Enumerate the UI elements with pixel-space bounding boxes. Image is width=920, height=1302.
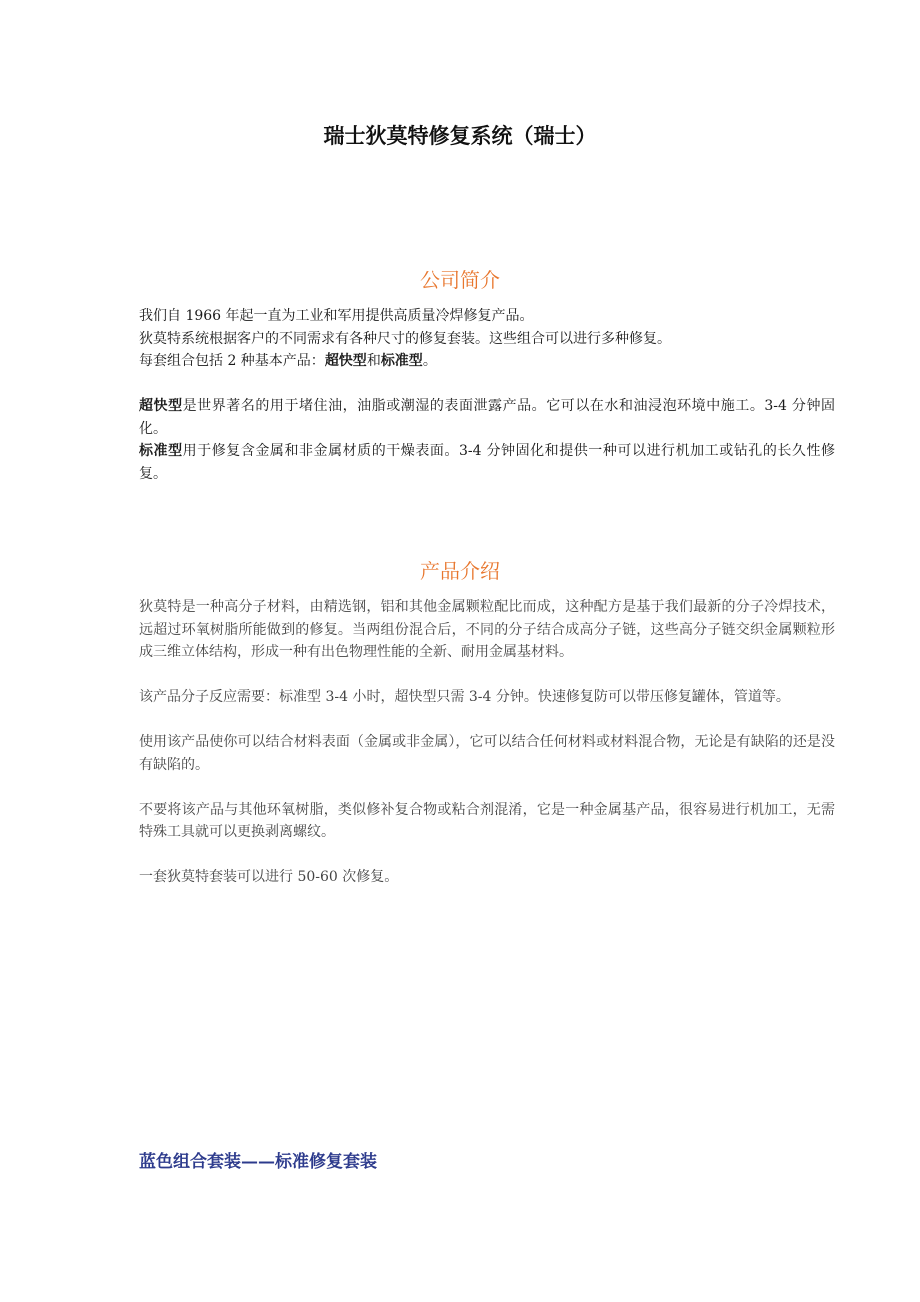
company-p3-suffix: 。 [422,353,437,369]
ultra-fast-paragraph [139,395,835,440]
standard-description: 用于修复含金属和非金属材质的干燥表面。3-4 分钟固化和提供一种可以进行机加工或钻孔的长久性修复。 [139,443,836,482]
paragraph-gap [139,776,835,799]
product-paragraph-1: 狄莫特是一种高分子材料，由精选钢，铝和其他金属颗粒配比而成，这种配方是基于我们最新的分子冷焊技术，远超过环氧树脂所能做到的修复。当两组份混合后，不同的分子结合成高分子链，这些高分子链交织金属颗粒形成三维立体结构，形成一种有出色物理性能的全新、耐用金属基材料。 [139,599,835,660]
product-paragraph-3: 使用该产品使你可以结合材料表面（金属或非金属），它可以结合任何材料或材料混合物，无论是有缺陷的还是没有缺陷的。 [139,734,835,773]
ultra-fast-term: 超快型 [139,398,183,414]
company-section [139,305,835,485]
company-paragraph-2: 狄莫特系统根据客户的不同需求有各种尺寸的修复套装。这些组合可以进行多种修复。 [139,330,671,347]
ultra-fast-label: 超快型 [324,353,367,369]
company-paragraph-1: 我们自 1966 年起一直为工业和军用提供高质量冷焊修复产品。 [139,308,534,324]
document-title: 瑞士狄莫特修复系统（瑞士） [323,123,597,148]
paragraph-gap [139,373,835,396]
product-paragraph-5: 一套狄莫特套装可以进行 50-60 次修复。 [139,869,399,885]
paragraph-gap [139,844,835,867]
standard-term: 标准型 [139,443,183,459]
company-p3-mid: 和 [366,353,381,369]
standard-label: 标准型 [380,353,423,369]
standard-paragraph [139,440,835,485]
product-section [139,596,835,889]
product-heading: 产品介绍 [420,559,500,583]
product-paragraph-2: 该产品分子反应需要：标准型 3-4 小时，超快型只需 3-4 分钟。快速修复防可以带压修复罐体，管道等。 [139,689,790,705]
company-paragraph-3 [139,350,835,373]
ultra-fast-description: 是世界著名的用于堵住油，油脂或潮湿的表面泄露产品。它可以在水和油浸泡环境中施工。3-4 分钟固化。 [139,398,836,437]
company-heading: 公司简介 [420,268,500,292]
paragraph-gap [139,709,835,732]
company-p3-prefix: 每套组合包括 2 种基本产品： [139,353,325,369]
paragraph-gap [139,664,835,687]
blue-kit-heading: 蓝色组合套装——标准修复套装 [139,1152,377,1172]
product-paragraph-4: 不要将该产品与其他环氧树脂，类似修补复合物或粘合剂混淆，它是一种金属基产品，很容易进行机加工，无需特殊工具就可以更换剥离螺纹。 [139,801,835,840]
